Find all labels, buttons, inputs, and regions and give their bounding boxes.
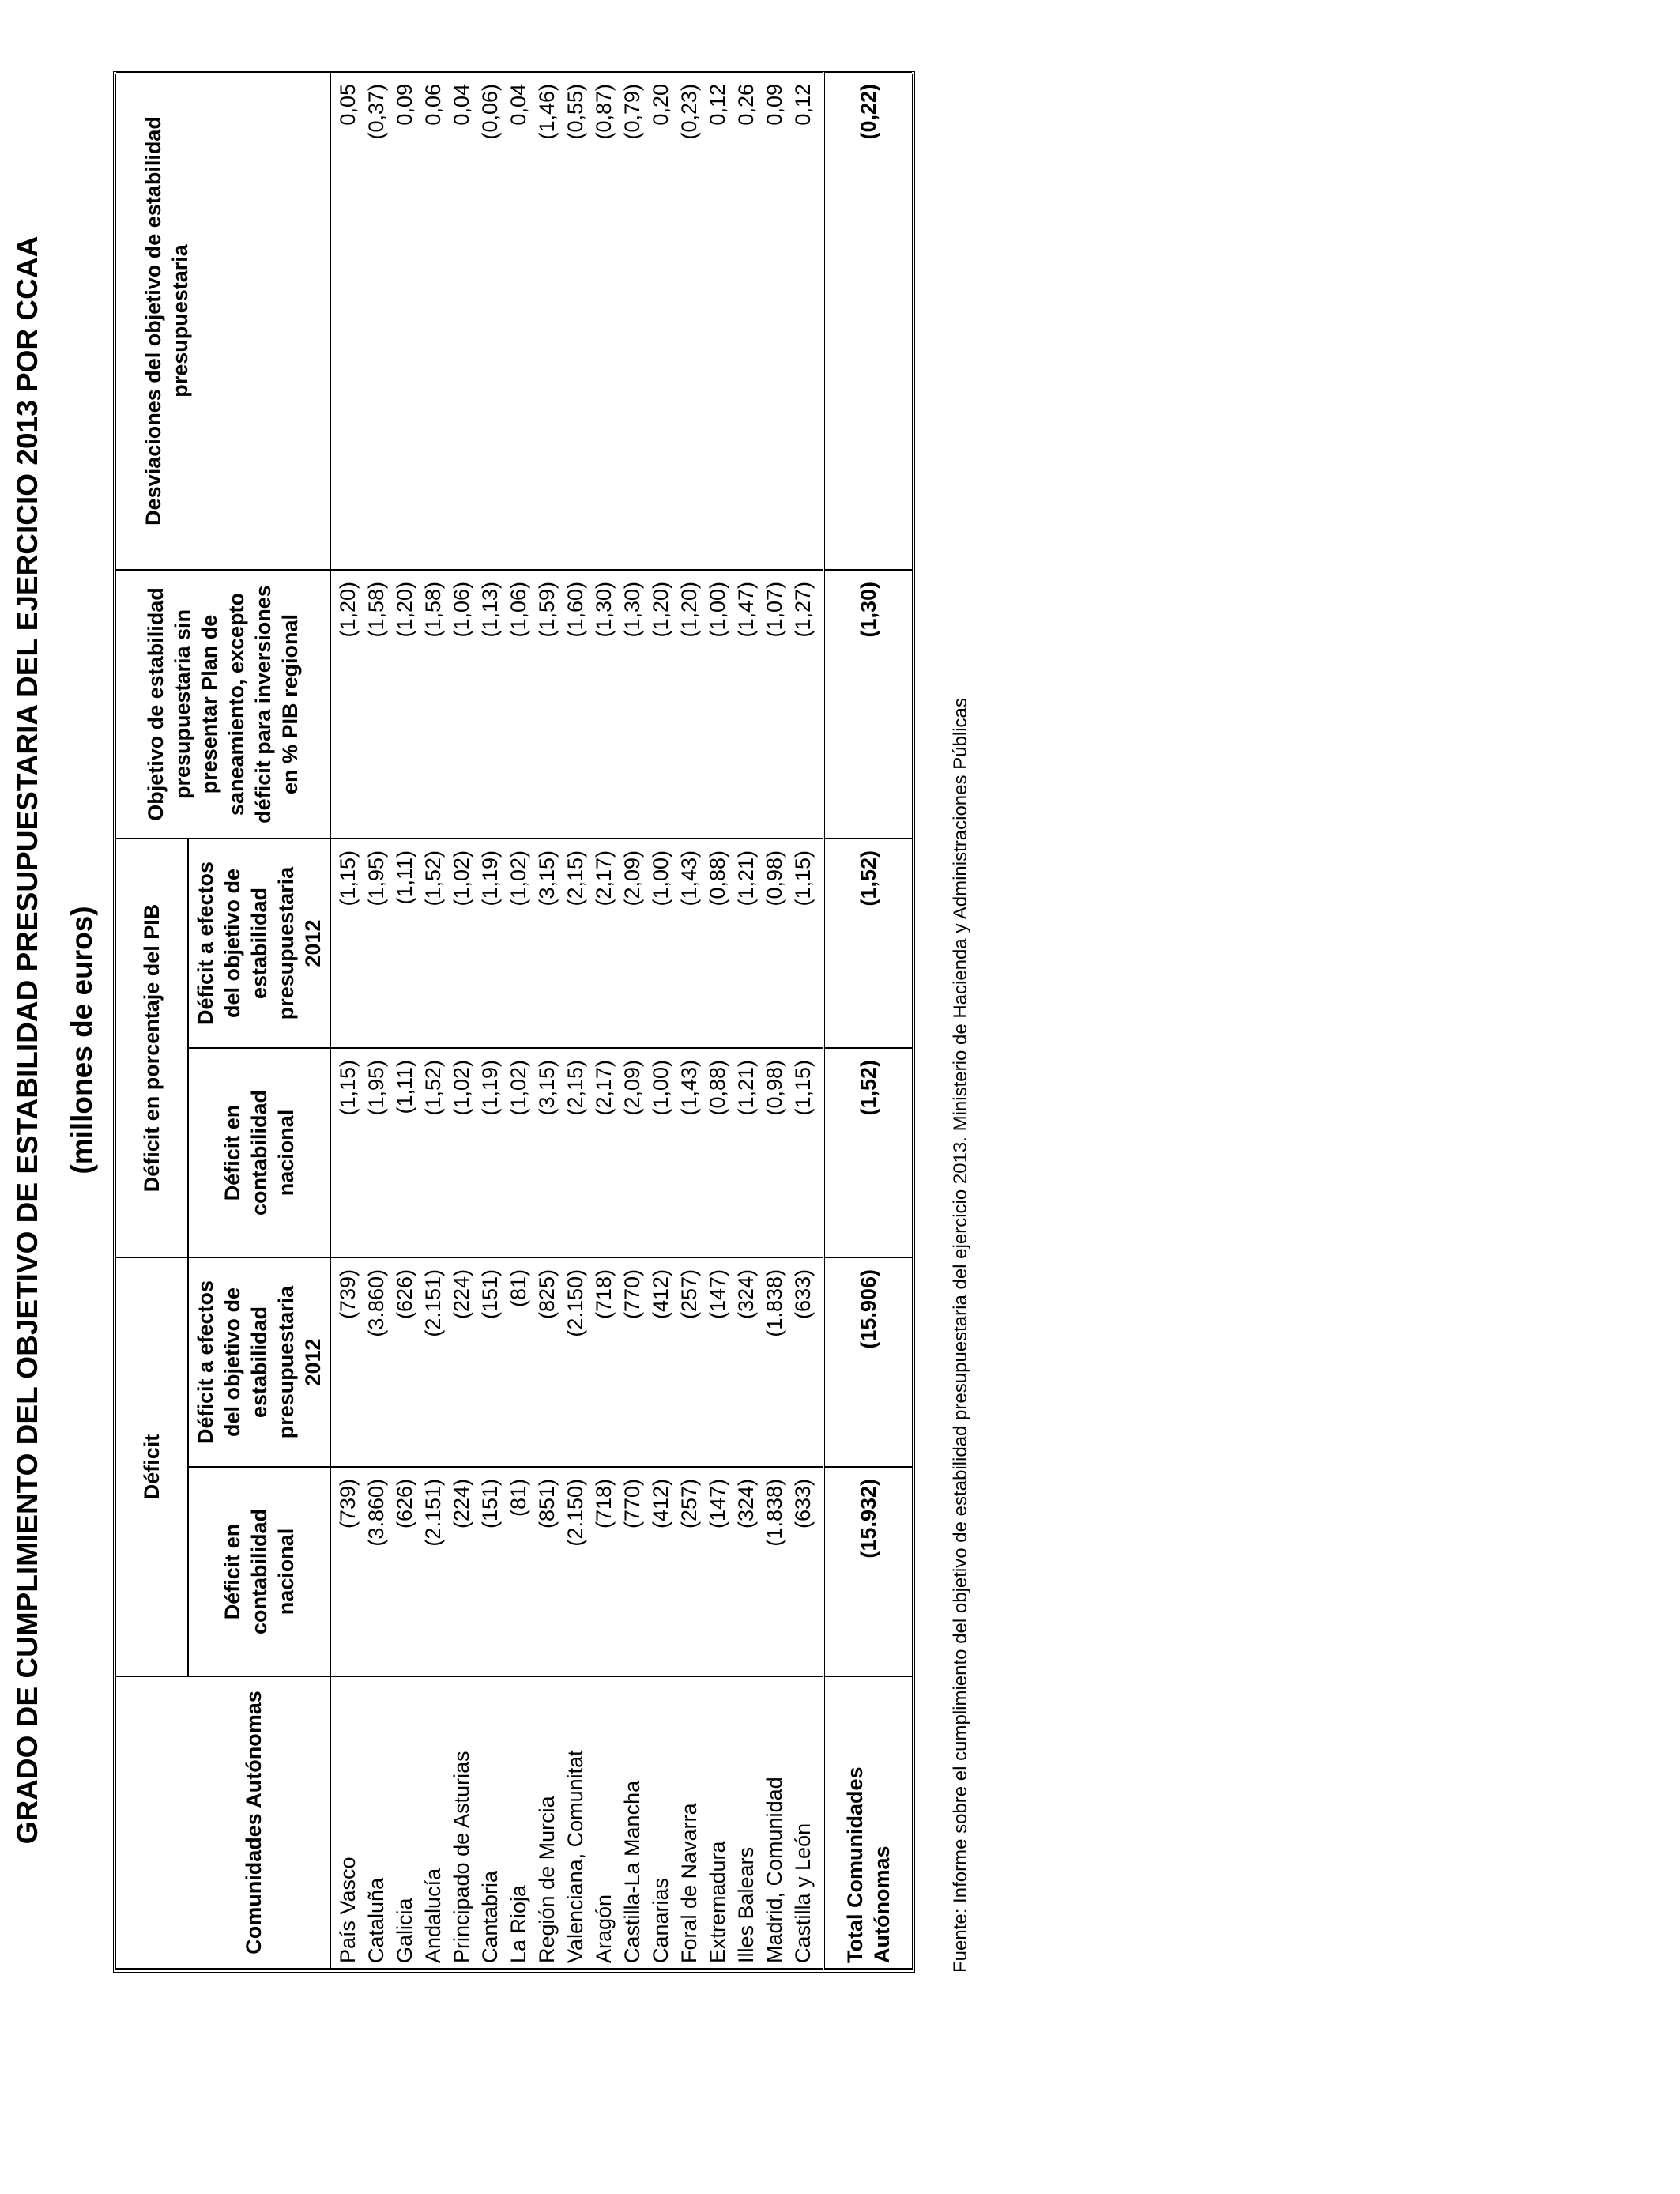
header-deficit-group: Déficit xyxy=(116,1257,188,1676)
row-value-c3: (0,88) xyxy=(704,1048,733,1257)
table-frame xyxy=(113,71,915,1973)
table-row xyxy=(676,72,704,1969)
row-value-c2: (718) xyxy=(590,1257,619,1467)
row-value-c6: (0,79) xyxy=(619,72,647,570)
header-pib-efectos: Déficit a efectos del objetivo de estabilidad presupuestaria 2012 xyxy=(188,839,330,1048)
row-value-c2: (224) xyxy=(448,1257,477,1467)
row-value-c3: (2,09) xyxy=(619,1048,647,1257)
table-row xyxy=(619,72,647,1969)
row-value-c6: (0,37) xyxy=(363,72,391,570)
row-value-c5: (1,06) xyxy=(505,570,533,839)
total-c1: (15.932) xyxy=(824,1467,913,1676)
row-name: Madrid, Comunidad xyxy=(761,1676,789,1969)
row-value-c6: 0,05 xyxy=(330,72,363,570)
total-c2: (15.906) xyxy=(824,1257,913,1467)
source-note: Fuente: Informe sobre el cumplimiento del objetivo de estabilidad presupuestaria del ejercicio 2013. Ministerio de Hacienda y Administraciones Públicas xyxy=(950,698,971,1973)
row-value-c6: 0,04 xyxy=(448,72,477,570)
row-value-c5: (1,20) xyxy=(391,570,420,839)
row-value-c1: (81) xyxy=(505,1467,533,1676)
row-name: Valenciana, Comunitat xyxy=(562,1676,590,1969)
row-value-c2: (626) xyxy=(391,1257,420,1467)
row-value-c1: (147) xyxy=(704,1467,733,1676)
row-value-c2: (3.860) xyxy=(363,1257,391,1467)
row-value-c2: (151) xyxy=(477,1257,505,1467)
row-value-c2: (1.838) xyxy=(761,1257,789,1467)
row-name: Galicia xyxy=(391,1676,420,1969)
table-row xyxy=(533,72,562,1969)
table-row xyxy=(391,72,420,1969)
row-value-c1: (633) xyxy=(789,1467,824,1676)
row-value-c3: (1,02) xyxy=(505,1048,533,1257)
row-value-c6: 0,09 xyxy=(761,72,789,570)
row-value-c1: (770) xyxy=(619,1467,647,1676)
row-name: Castilla-La Mancha xyxy=(619,1676,647,1969)
row-value-c3: (1,02) xyxy=(448,1048,477,1257)
row-value-c6: (0,55) xyxy=(562,72,590,570)
total-c4: (1,52) xyxy=(824,839,913,1048)
row-name: Illes Balears xyxy=(733,1676,761,1969)
row-value-c1: (324) xyxy=(733,1467,761,1676)
table-row xyxy=(330,72,363,1969)
row-value-c4: (1,95) xyxy=(363,839,391,1048)
table-row xyxy=(448,72,477,1969)
row-value-c3: (1,21) xyxy=(733,1048,761,1257)
total-c3: (1,52) xyxy=(824,1048,913,1257)
row-name: Foral de Navarra xyxy=(676,1676,704,1969)
row-value-c5: (1,06) xyxy=(448,570,477,839)
row-value-c3: (1,00) xyxy=(647,1048,676,1257)
row-value-c2: (2.150) xyxy=(562,1257,590,1467)
row-value-c5: (1,58) xyxy=(420,570,448,839)
row-value-c3: (0,98) xyxy=(761,1048,789,1257)
table-row xyxy=(505,72,533,1969)
row-value-c2: (81) xyxy=(505,1257,533,1467)
row-value-c1: (412) xyxy=(647,1467,676,1676)
row-value-c5: (1,58) xyxy=(363,570,391,839)
table-row xyxy=(477,72,505,1969)
row-value-c1: (1.838) xyxy=(761,1467,789,1676)
row-value-c1: (739) xyxy=(330,1467,363,1676)
row-value-c2: (770) xyxy=(619,1257,647,1467)
row-value-c5: (1,20) xyxy=(647,570,676,839)
row-value-c1: (257) xyxy=(676,1467,704,1676)
header-pib-group: Déficit en porcentaje del PIB xyxy=(116,839,188,1257)
row-value-c1: (851) xyxy=(533,1467,562,1676)
table-row xyxy=(590,72,619,1969)
row-value-c4: (1,15) xyxy=(789,839,824,1048)
total-row xyxy=(824,72,913,1969)
row-value-c6: (0,87) xyxy=(590,72,619,570)
header-pib-contabilidad: Déficit en contabilidad nacional xyxy=(188,1048,330,1257)
row-name: La Rioja xyxy=(505,1676,533,1969)
header-objetivo: Objetivo de estabilidad presupuestaria sin presentar Plan de saneamiento, excepto déficit para inversiones en % PIB regional xyxy=(116,570,330,839)
row-value-c3: (1,52) xyxy=(420,1048,448,1257)
row-value-c6: 0,12 xyxy=(789,72,824,570)
row-name: Cantabria xyxy=(477,1676,505,1969)
row-value-c6: 0,04 xyxy=(505,72,533,570)
row-value-c4: (1,19) xyxy=(477,839,505,1048)
header-deficit-contabilidad: Déficit en contabilidad nacional xyxy=(188,1467,330,1676)
row-value-c3: (1,15) xyxy=(330,1048,363,1257)
row-name: País Vasco xyxy=(330,1676,363,1969)
row-name: Aragón xyxy=(590,1676,619,1969)
row-value-c4: (2,17) xyxy=(590,839,619,1048)
row-value-c5: (1,07) xyxy=(761,570,789,839)
table-row xyxy=(647,72,676,1969)
row-value-c4: (1,02) xyxy=(505,839,533,1048)
header-desviaciones: Desviaciones del objetivo de estabilidad presupuestaria xyxy=(116,72,330,570)
row-value-c1: (626) xyxy=(391,1467,420,1676)
row-value-c6: 0,12 xyxy=(704,72,733,570)
row-value-c3: (3,15) xyxy=(533,1048,562,1257)
row-value-c3: (2,15) xyxy=(562,1048,590,1257)
data-table xyxy=(116,71,912,1970)
row-value-c3: (1,95) xyxy=(363,1048,391,1257)
row-name: Cataluña xyxy=(363,1676,391,1969)
table-row xyxy=(789,72,824,1969)
row-value-c2: (739) xyxy=(330,1257,363,1467)
row-value-c6: 0,06 xyxy=(420,72,448,570)
table-row xyxy=(562,72,590,1969)
row-value-c4: (2,15) xyxy=(562,839,590,1048)
row-value-c4: (1,15) xyxy=(330,839,363,1048)
row-value-c4: (2,09) xyxy=(619,839,647,1048)
row-value-c3: (1,11) xyxy=(391,1048,420,1257)
row-value-c2: (324) xyxy=(733,1257,761,1467)
row-value-c2: (147) xyxy=(704,1257,733,1467)
row-value-c4: (1,00) xyxy=(647,839,676,1048)
row-name: Región de Murcia xyxy=(533,1676,562,1969)
row-name: Canarias xyxy=(647,1676,676,1969)
row-value-c2: (825) xyxy=(533,1257,562,1467)
row-value-c2: (412) xyxy=(647,1257,676,1467)
table-body xyxy=(330,72,824,1969)
row-value-c5: (1,30) xyxy=(619,570,647,839)
row-value-c3: (2,17) xyxy=(590,1048,619,1257)
header-comunidades: Comunidades Autónomas xyxy=(116,1676,330,1969)
row-value-c5: (1,30) xyxy=(590,570,619,839)
total-c5: (1,30) xyxy=(824,570,913,839)
row-value-c6: 0,20 xyxy=(647,72,676,570)
row-value-c4: (1,52) xyxy=(420,839,448,1048)
row-value-c6: (1,46) xyxy=(533,72,562,570)
row-value-c5: (1,20) xyxy=(330,570,363,839)
row-value-c2: (633) xyxy=(789,1257,824,1467)
row-value-c2: (2.151) xyxy=(420,1257,448,1467)
row-value-c1: (2.151) xyxy=(420,1467,448,1676)
row-value-c5: (1,20) xyxy=(676,570,704,839)
row-value-c1: (2.150) xyxy=(562,1467,590,1676)
row-name: Castilla y León xyxy=(789,1676,824,1969)
row-value-c1: (224) xyxy=(448,1467,477,1676)
row-name: Andalucía xyxy=(420,1676,448,1969)
table-row xyxy=(363,72,391,1969)
row-value-c3: (1,19) xyxy=(477,1048,505,1257)
row-value-c4: (0,88) xyxy=(704,839,733,1048)
row-value-c5: (1,47) xyxy=(733,570,761,839)
table-row xyxy=(733,72,761,1969)
row-name: Principado de Asturias xyxy=(448,1676,477,1969)
table-row xyxy=(704,72,733,1969)
row-value-c4: (1,11) xyxy=(391,839,420,1048)
row-value-c6: (0,23) xyxy=(676,72,704,570)
table-row xyxy=(420,72,448,1969)
table-row xyxy=(761,72,789,1969)
table-total xyxy=(824,72,913,1969)
row-value-c4: (1,02) xyxy=(448,839,477,1048)
row-value-c1: (3.860) xyxy=(363,1467,391,1676)
row-value-c6: (0,06) xyxy=(477,72,505,570)
row-value-c5: (1,60) xyxy=(562,570,590,839)
page-subtitle: (millones de euros) xyxy=(66,906,98,1174)
row-value-c4: (0,98) xyxy=(761,839,789,1048)
row-value-c1: (718) xyxy=(590,1467,619,1676)
total-name: Total Comunidades Autónomas xyxy=(824,1676,913,1969)
row-value-c5: (1,00) xyxy=(704,570,733,839)
row-value-c1: (151) xyxy=(477,1467,505,1676)
row-value-c5: (1,27) xyxy=(789,570,824,839)
row-value-c3: (1,15) xyxy=(789,1048,824,1257)
row-value-c6: 0,26 xyxy=(733,72,761,570)
header-deficit-efectos: Déficit a efectos del objetivo de estabilidad presupuestaria 2012 xyxy=(188,1257,330,1467)
row-value-c6: 0,09 xyxy=(391,72,420,570)
row-value-c3: (1,43) xyxy=(676,1048,704,1257)
row-value-c4: (3,15) xyxy=(533,839,562,1048)
row-value-c2: (257) xyxy=(676,1257,704,1467)
row-value-c5: (1,13) xyxy=(477,570,505,839)
row-value-c4: (1,43) xyxy=(676,839,704,1048)
total-c6: (0,22) xyxy=(824,72,913,570)
row-value-c5: (1,59) xyxy=(533,570,562,839)
row-name: Extremadura xyxy=(704,1676,733,1969)
page-title: GRADO DE CUMPLIMIENTO DEL OBJETIVO DE ESTABILIDAD PRESUPUESTARIA DEL EJERCICIO 2013 POR CCAA xyxy=(11,236,43,1845)
row-value-c4: (1,21) xyxy=(733,839,761,1048)
